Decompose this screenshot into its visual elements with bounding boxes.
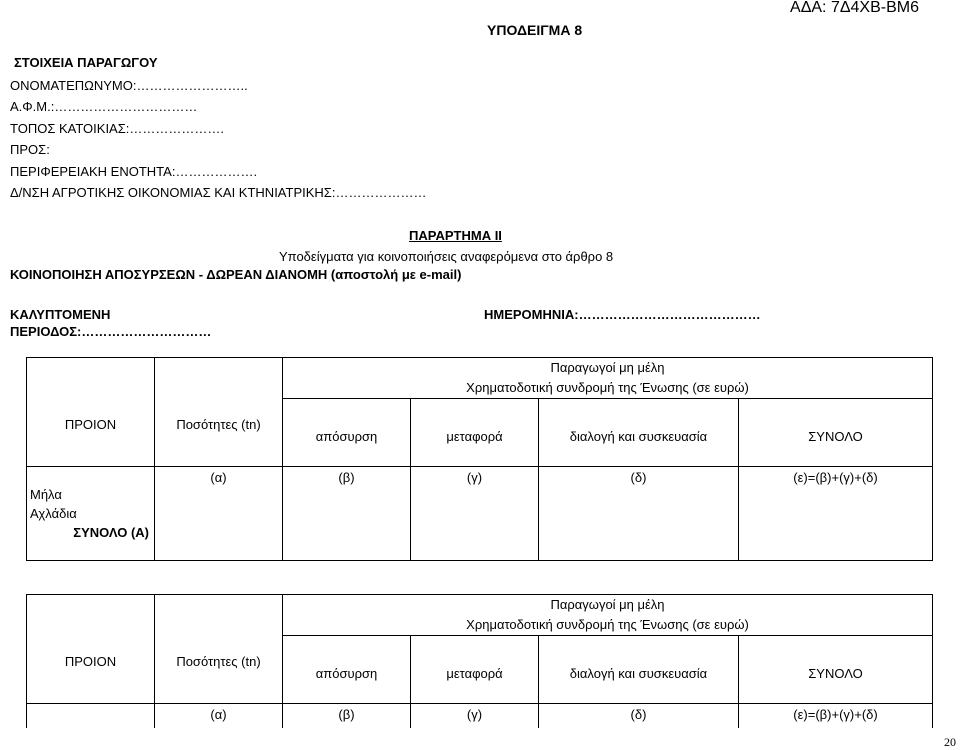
table2-group-header-line2: Χρηματοδοτική συνδρομή της Ένωσης (σε ευρώ) bbox=[466, 617, 749, 632]
table-data-row bbox=[27, 467, 933, 561]
sorting-packing-header: διαλογή και συσκευασία bbox=[539, 399, 739, 467]
table2-letter-d: (δ) bbox=[539, 704, 739, 728]
to-label: ΠΡΟΣ: bbox=[10, 142, 50, 157]
afm-field: Α.Φ.Μ.:…………………………… bbox=[10, 99, 198, 114]
group-header-cell bbox=[283, 358, 933, 399]
residence-field: ΤΟΠΟΣ ΚΑΤΟΙΚΙΑΣ:…………………. bbox=[10, 121, 224, 136]
table2-letter-c: (γ) bbox=[411, 704, 539, 728]
product-header: ΠΡΟΙΟΝ bbox=[27, 399, 155, 467]
period-label-line2: ΠΕΡΙΟΔΟΣ:………………………… bbox=[10, 324, 212, 339]
table2-column-header-row bbox=[27, 636, 933, 704]
group-header-line2: Χρηματοδοτική συνδρομή της Ένωσης (σε ευρώ) bbox=[466, 380, 749, 395]
table2-transport-header: μεταφορά bbox=[411, 636, 539, 704]
annex-subtitle: Υποδείγματα για κοινοποιήσεις αναφερόμενα στο άρθρο 8 bbox=[279, 249, 614, 264]
row-pears: Αχλάδια bbox=[30, 506, 77, 521]
producer-section-title: ΣΤΟΙΧΕΙΑ ΠΑΡΑΓΩΓΟΥ bbox=[14, 55, 158, 70]
total-header: ΣΥΝΟΛΟ bbox=[739, 399, 933, 467]
sample-title: ΥΠΟΔΕΙΓΜΑ 8 bbox=[487, 22, 583, 38]
table2-letters-row bbox=[27, 704, 933, 728]
row-total-a: ΣΥΝΟΛΟ (Α) bbox=[73, 525, 149, 540]
table2-withdrawal-header: απόσυρση bbox=[283, 636, 411, 704]
quantities-header: Ποσότητες (tn) bbox=[155, 399, 283, 467]
table2-group-header-line1: Παραγωγοί μη μέλη bbox=[550, 597, 665, 612]
table2-product-header: ΠΡΟΙΟΝ bbox=[27, 636, 155, 704]
name-field: ΟΝΟΜΑΤΕΠΩΝΥΜΟ:…………………….. bbox=[10, 78, 248, 93]
group-header-line1: Παραγωγοί μη μέλη bbox=[550, 360, 665, 375]
date-field: ΗΜΕΡΟΜΗΝΙΑ:…………………………………… bbox=[484, 307, 761, 322]
withdrawal-header: απόσυρση bbox=[283, 399, 411, 467]
annex-title: ΠΑΡΑΡΤΗΜΑ ΙΙ bbox=[409, 228, 502, 243]
regional-unit-field: ΠΕΡΙΦΕΡΕΙΑΚΗ ΕΝΟΤΗΤΑ:………………. bbox=[10, 164, 258, 179]
letter-b: (β) bbox=[283, 467, 411, 561]
table2-group-header-row bbox=[27, 595, 933, 636]
row-apples: Μήλα bbox=[30, 487, 62, 502]
letter-c: (γ) bbox=[411, 467, 539, 561]
table2-total-header: ΣΥΝΟΛΟ bbox=[739, 636, 933, 704]
table2-quantities-header: Ποσότητες (tn) bbox=[155, 636, 283, 704]
page-number: 20 bbox=[944, 735, 956, 749]
transport-header: μεταφορά bbox=[411, 399, 539, 467]
aid-table-2 bbox=[26, 594, 933, 728]
table-column-header-row bbox=[27, 399, 933, 467]
letter-d: (δ) bbox=[539, 467, 739, 561]
product-rows-cell bbox=[27, 467, 155, 561]
letter-a: (α) bbox=[155, 467, 283, 561]
table2-letter-b: (β) bbox=[283, 704, 411, 728]
ada-code: ΑΔΑ: 7Δ4ΧΒ-ΒΜ6 bbox=[790, 0, 919, 16]
aid-table bbox=[26, 357, 933, 561]
table2-letter-e: (ε)=(β)+(γ)+(δ) bbox=[739, 704, 933, 728]
notice-title: ΚΟΙΝΟΠΟΙΗΣΗ ΑΠΟΣΥΡΣΕΩΝ - ΔΩΡΕΑΝ ΔΙΑΝΟΜΗ (αποστολή με e-mail) bbox=[10, 267, 462, 282]
table-group-header-row bbox=[27, 358, 933, 399]
directorate-field: Δ/ΝΣΗ ΑΓΡΟΤΙΚΗΣ ΟΙΚΟΝΟΜΙΑΣ ΚΑΙ ΚΤΗΝΙΑΤΡΙΚΗΣ:………………… bbox=[10, 185, 427, 200]
letter-e: (ε)=(β)+(γ)+(δ) bbox=[739, 467, 933, 561]
table2-letter-a: (α) bbox=[155, 704, 283, 728]
table2-group-header-cell bbox=[283, 595, 933, 636]
table2-sorting-packing-header: διαλογή και συσκευασία bbox=[539, 636, 739, 704]
period-label-line1: ΚΑΛΥΠΤΟΜΕΝΗ bbox=[10, 307, 111, 322]
